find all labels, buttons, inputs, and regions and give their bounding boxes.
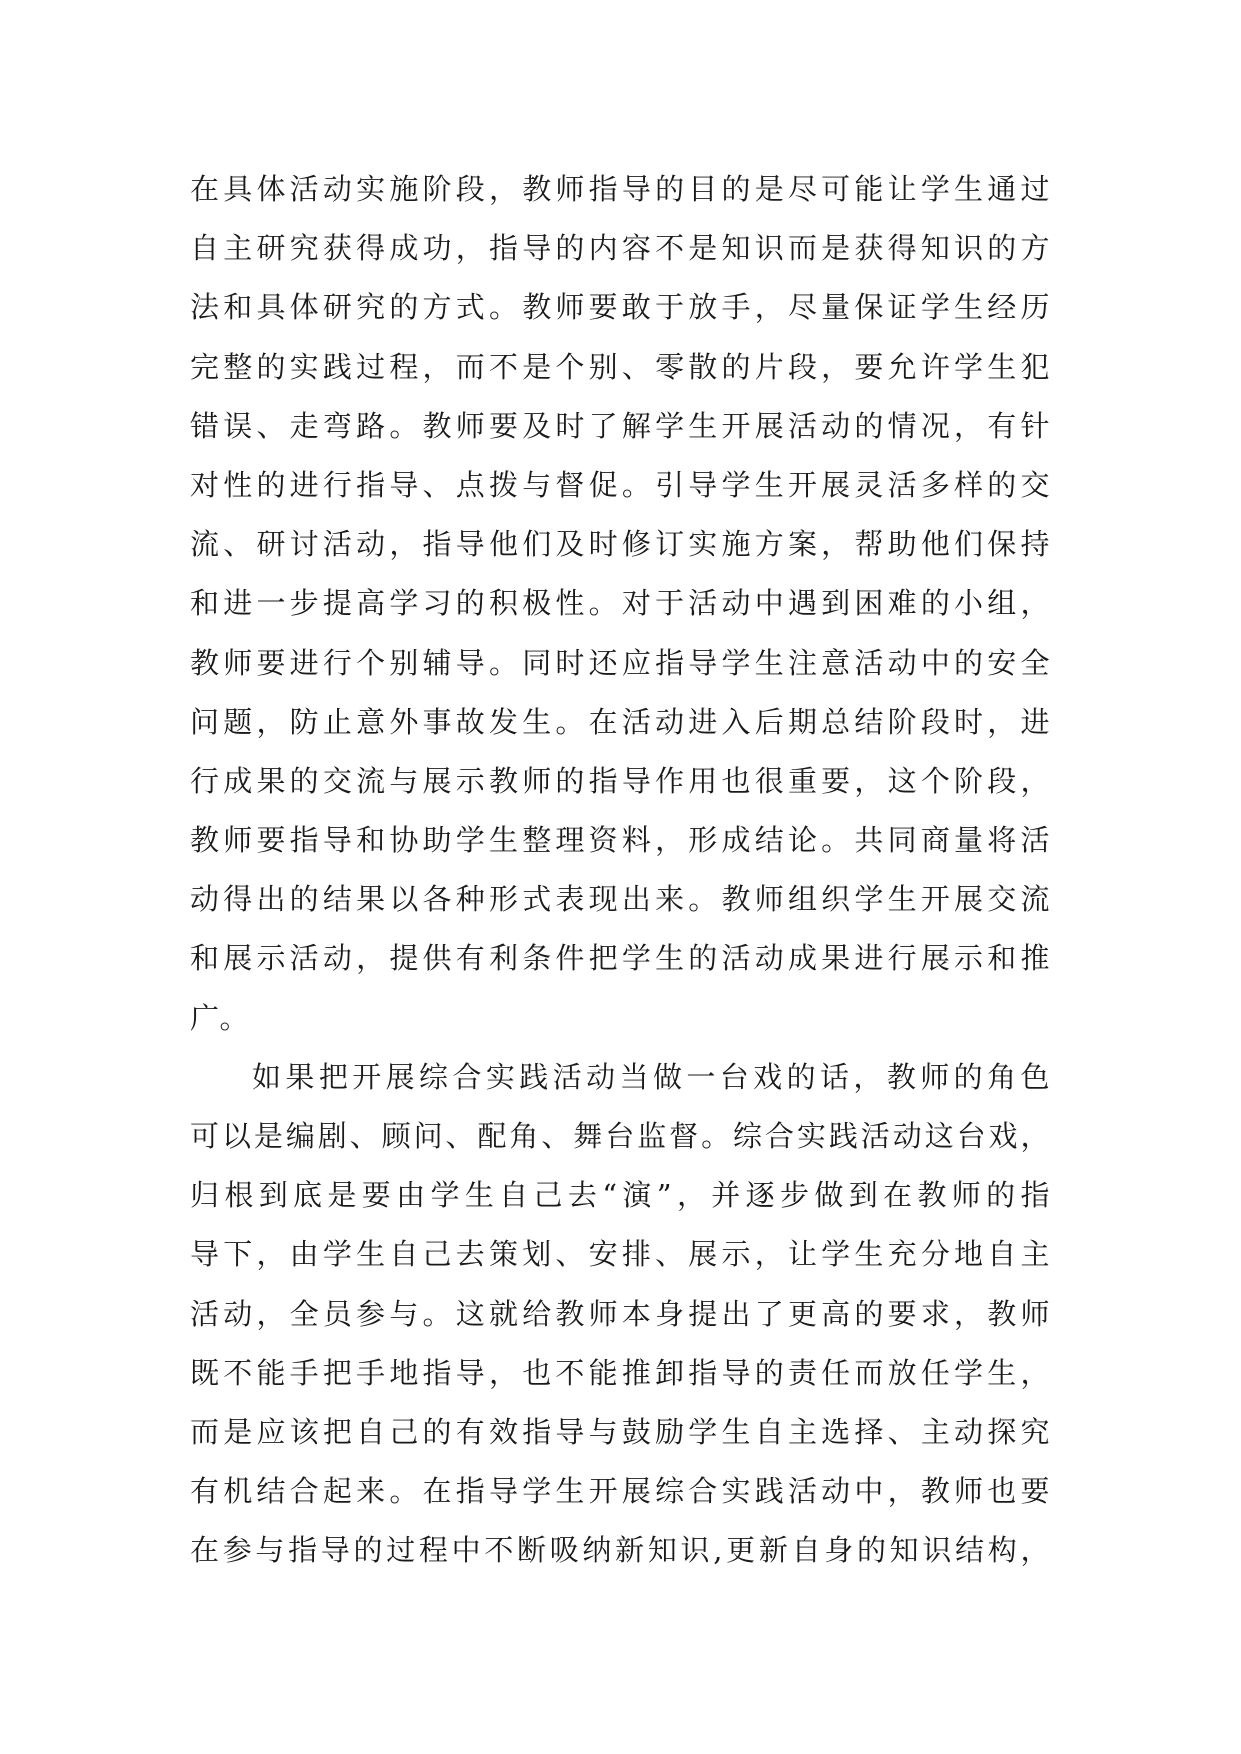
text-line: 和进一步提高学习的积极性。对于活动中遇到困难的小组， bbox=[190, 586, 1050, 621]
text-line: 教师要进行个别辅导。同时还应指导学生注意活动中的安全 bbox=[190, 645, 1050, 680]
text-line: 法和具体研究的方式。教师要敢于放手，尽量保证学生经历 bbox=[190, 290, 1050, 325]
paragraph-start-line: 如果把开展综合实践活动当做一台戏的话，教师的角色 bbox=[252, 1059, 1050, 1094]
text-line: 可以是编剧、顾问、配角、舞台监督。综合实践活动这台戏， bbox=[190, 1119, 1050, 1153]
text-line: 活动，全员参与。这就给教师本身提出了更高的要求，教师 bbox=[190, 1296, 1050, 1331]
text-line: 既不能手把手地指导，也不能推卸指导的责任而放任学生， bbox=[190, 1355, 1050, 1390]
text-line: 广。 bbox=[190, 1000, 250, 1035]
text-line: 动得出的结果以各种形式表现出来。教师组织学生开展交流 bbox=[190, 882, 1050, 917]
text-line: 在具体活动实施阶段，教师指导的目的是尽可能让学生通过 bbox=[190, 172, 1050, 206]
text-line: 错误、走弯路。教师要及时了解学生开展活动的情况，有针 bbox=[190, 408, 1050, 443]
text-line: 导下，由学生自己去策划、安排、展示，让学生充分地自主 bbox=[190, 1237, 1050, 1272]
text-line: 而是应该把自己的有效指导与鼓励学生自主选择、主动探究 bbox=[190, 1414, 1050, 1449]
text-line: 在参与指导的过程中不断吸纳新知识,更新自身的知识结构， bbox=[190, 1533, 1050, 1568]
text-line: 和展示活动，提供有利条件把学生的活动成果进行展示和推 bbox=[190, 941, 1050, 976]
body-text bbox=[190, 160, 1050, 1581]
text-line: 教师要指导和协助学生整理资料，形成结论。共同商量将活 bbox=[190, 823, 1050, 858]
text-line: 问题，防止意外事故发生。在活动进入后期总结阶段时，进 bbox=[190, 704, 1050, 739]
text-line: 流、研讨活动，指导他们及时修订实施方案，帮助他们保持 bbox=[190, 527, 1050, 562]
text-line: 归根到底是要由学生自己去“演”，并逐步做到在教师的指 bbox=[190, 1178, 1050, 1213]
text-line: 行成果的交流与展示教师的指导作用也很重要，这个阶段， bbox=[190, 763, 1050, 798]
text-line: 对性的进行指导、点拨与督促。引导学生开展灵活多样的交 bbox=[190, 467, 1050, 502]
text-line: 完整的实践过程，而不是个别、零散的片段，要允许学生犯 bbox=[190, 349, 1050, 384]
text-line: 自主研究获得成功，指导的内容不是知识而是获得知识的方 bbox=[190, 231, 1050, 266]
text-line: 有机结合起来。在指导学生开展综合实践活动中，教师也要 bbox=[190, 1474, 1050, 1509]
